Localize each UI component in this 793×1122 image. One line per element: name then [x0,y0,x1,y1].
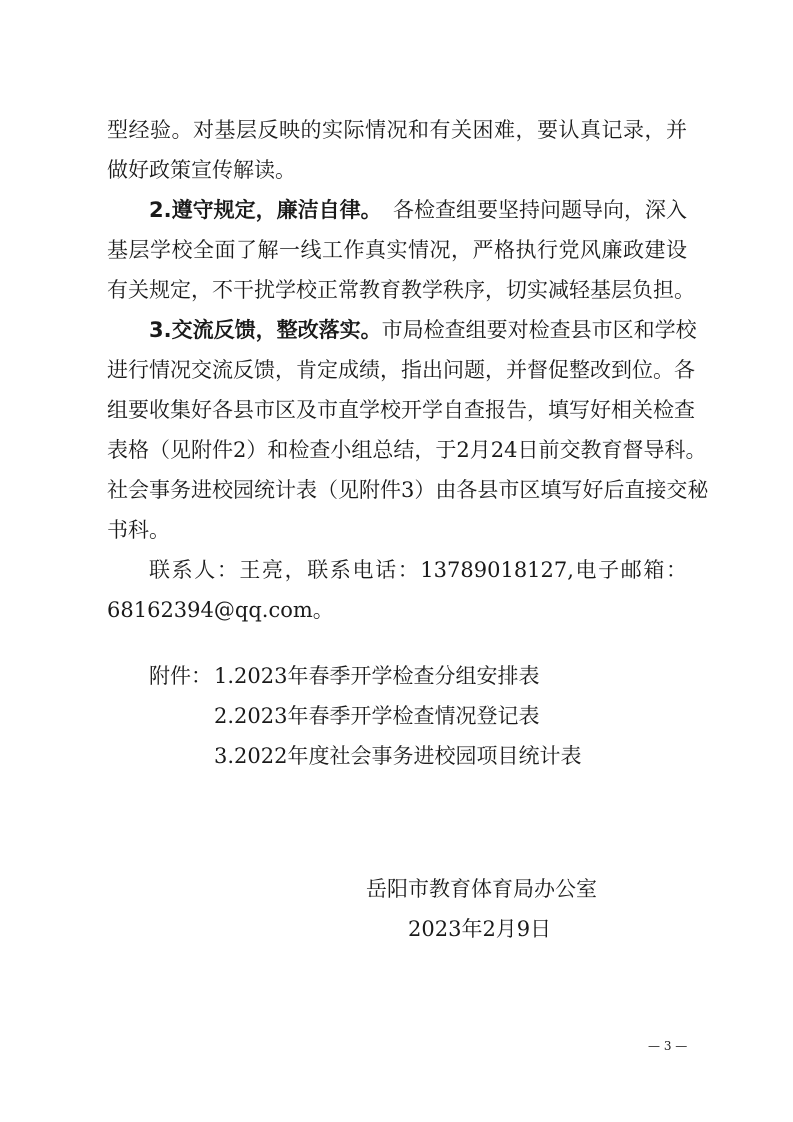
item-3-line-1 [149,316,697,344]
item-3-heading: 3.交流反馈，整改落实。 [149,318,382,342]
attachments-label: 附件： [149,664,212,688]
contact-line-1: 联系人：王亮，联系电话：13789018127,电子邮箱： [149,558,687,582]
contact-line-2: 68162394@qq.com。 [107,598,334,622]
paragraph-1-line-2: 做好政策宣传解读。 [107,158,296,182]
item-2-heading: 2.遵守规定，廉洁自律。 [149,198,382,222]
signature-org: 岳阳市教育体育局办公室 [366,877,597,901]
item-3-line-2: 进行情况交流反馈，肯定成绩，指出问题，并督促整改到位。各 [107,358,695,382]
attachment-item-3: 3.2022年度社会事务进校园项目统计表 [214,744,582,768]
paragraph-1-line-1: 型经验。对基层反映的实际情况和有关困难，要认真记录，并 [107,118,687,142]
item-2-line-1 [149,196,687,224]
attachment-item-1: 1.2023年春季开学检查分组安排表 [214,664,540,688]
page-number: — 3 — [648,1039,688,1053]
item-3-line-6: 书科。 [107,518,170,542]
attachment-item-2: 2.2023年春季开学检查情况登记表 [214,704,540,728]
item-2-line-1-rest: 各检查组要坚持问题导向，深入 [393,198,687,222]
item-2-line-2: 基层学校全面了解一线工作真实情况，严格执行党风廉政建设 [107,238,687,262]
item-3-line-3: 组要收集好各县市区及市直学校开学自查报告，填写好相关检查 [107,398,695,422]
item-3-line-1-rest: 市局检查组要对检查县市区和学校 [381,318,697,342]
item-2-line-3: 有关规定，不干扰学校正常教育教学秩序，切实减轻基层负担。 [107,278,695,302]
signature-date: 2023年2月9日 [408,917,552,941]
item-3-line-5: 社会事务进校园统计表（见附件3）由各县市区填写好后直接交秘 [107,478,709,502]
item-3-line-4: 表格（见附件2）和检查小组总结，于2月24日前交教育督导科。 [107,438,707,462]
